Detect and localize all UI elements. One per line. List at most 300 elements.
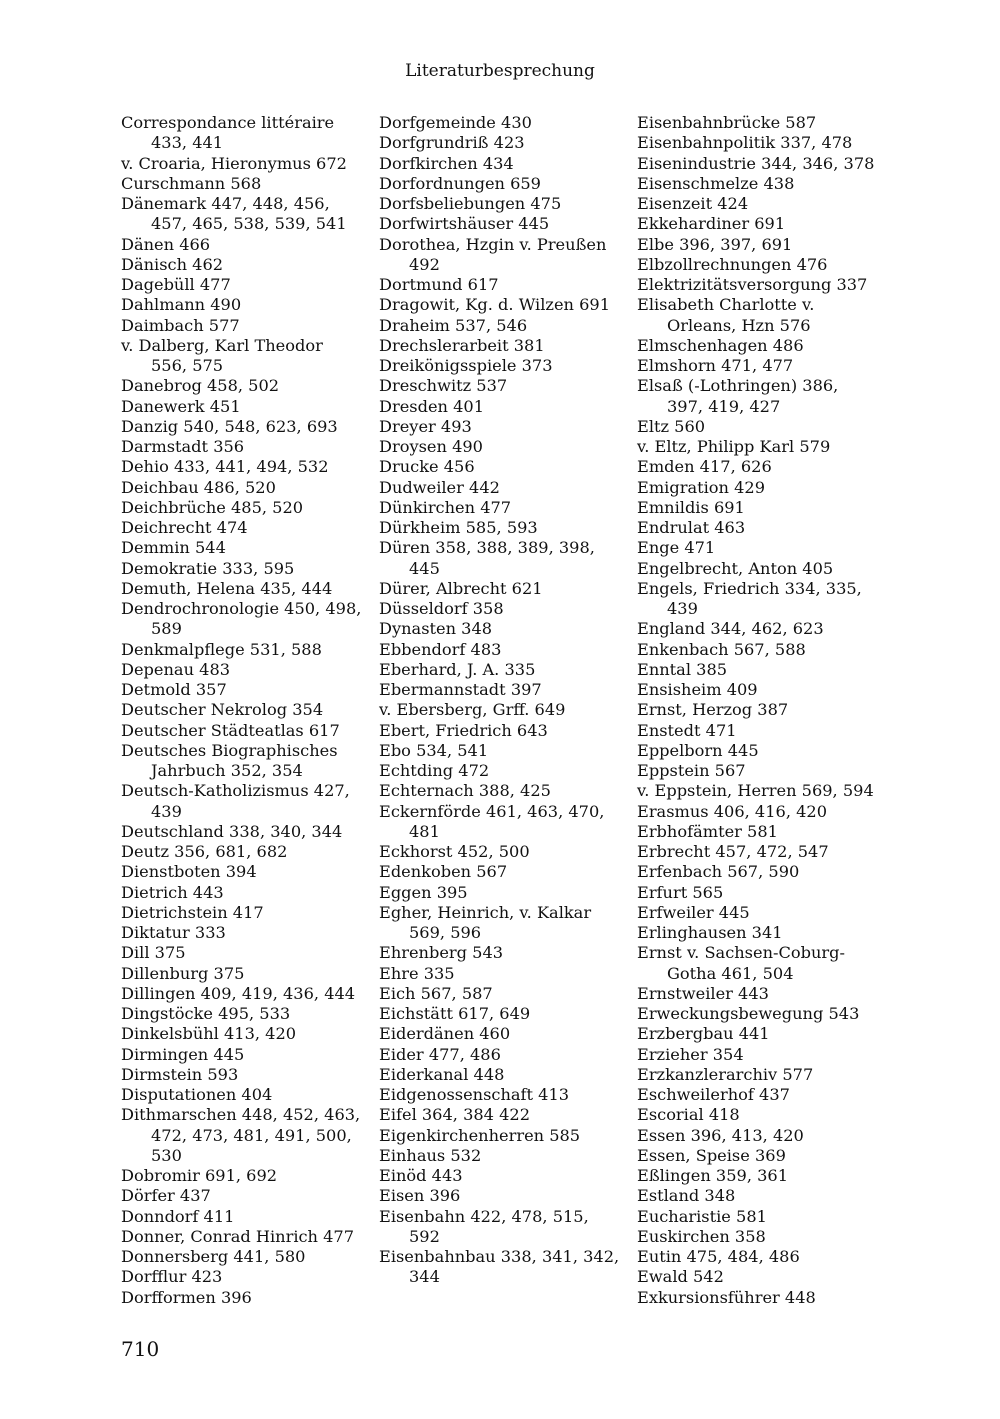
index-entry xyxy=(637,984,887,1004)
index-entry-text: Erfenbach 567, 590 xyxy=(637,862,800,882)
index-entry xyxy=(379,336,629,356)
index-entry-text: Dänen 466 xyxy=(121,234,211,254)
index-entry-text: Dehio 433, 441, 494, 532 xyxy=(121,457,329,477)
index-entry xyxy=(121,154,371,174)
index-entry-text: Eßlingen 359, 361 xyxy=(637,1166,789,1185)
index-entry xyxy=(121,781,371,822)
index-entry-text: Demokratie 333, 595 xyxy=(121,558,295,578)
index-entry xyxy=(379,295,629,315)
index-entry xyxy=(379,356,629,376)
index-entry xyxy=(121,1004,371,1024)
index-entry-text: Danzig 540, 548, 623, 693 xyxy=(121,416,338,436)
index-entry-text: Eich 567, 587 xyxy=(379,983,493,1003)
index-entry xyxy=(637,295,887,336)
index-entry-text: Eifel 364, 384 422 xyxy=(379,1105,531,1125)
index-entry-text: Dinkelsbühl 413, 420 xyxy=(121,1024,297,1044)
index-column-2 xyxy=(379,113,629,1288)
index-entry-text: Dorothea, Hzgin v. Preußen xyxy=(379,234,607,254)
index-entry-text: Deichbrüche 485, 520 xyxy=(121,497,304,517)
index-entry xyxy=(121,397,371,417)
index-entry-text: Erfurt 565 xyxy=(637,882,724,902)
index-entry-text: Detmold 357 xyxy=(121,680,227,699)
index-entry-text: Eutin 475, 484, 486 xyxy=(637,1247,800,1266)
index-entry-continuation: 344 xyxy=(409,1267,440,1287)
index-entry-text: Elsaß (-Lothringen) 386, xyxy=(637,376,839,396)
index-entry-text: Dreyer 493 xyxy=(379,416,472,436)
index-entry xyxy=(121,1105,371,1166)
index-entry xyxy=(637,113,887,133)
index-entry xyxy=(379,1166,629,1186)
index-entry xyxy=(379,761,629,781)
index-entry xyxy=(637,883,887,903)
index-column-3 xyxy=(637,113,887,1308)
index-entry xyxy=(379,660,629,680)
index-entry-text: Dürkheim 585, 593 xyxy=(379,518,538,537)
index-entry xyxy=(379,437,629,457)
index-entry xyxy=(637,559,887,579)
index-entry xyxy=(637,640,887,660)
index-entry xyxy=(379,1207,629,1248)
index-entry xyxy=(637,235,887,255)
index-entry xyxy=(637,1045,887,1065)
index-entry-text: v. Ebersberg, Grff. 649 xyxy=(379,700,566,720)
index-entry xyxy=(379,275,629,295)
index-entry xyxy=(121,1045,371,1065)
index-entry xyxy=(379,498,629,518)
index-entry xyxy=(637,1085,887,1105)
index-entry xyxy=(637,376,887,417)
index-entry xyxy=(121,640,371,660)
index-entry-text: Eisenbahnbau 338, 341, 342, xyxy=(379,1247,620,1266)
index-entry xyxy=(637,761,887,781)
index-entry xyxy=(637,721,887,741)
index-entry xyxy=(121,1267,371,1287)
index-entry-text: Euskirchen 358 xyxy=(637,1226,766,1246)
index-entry-text: Endrulat 463 xyxy=(637,518,746,537)
index-entry xyxy=(121,538,371,558)
index-entry xyxy=(637,1186,887,1206)
index-entry-text: Dänemark 447, 448, 456, xyxy=(121,194,330,213)
index-entry-text: Elmshorn 471, 477 xyxy=(637,356,794,375)
index-entry xyxy=(379,1146,629,1166)
index-entry xyxy=(121,1186,371,1206)
index-entry xyxy=(379,1004,629,1024)
index-entry xyxy=(121,113,371,154)
index-entry-text: Dürer, Albrecht 621 xyxy=(379,578,543,598)
index-entry-text: Dahlmann 490 xyxy=(121,295,242,315)
index-entry-text: Dorfgemeinde 430 xyxy=(379,113,532,132)
index-entry xyxy=(637,822,887,842)
index-entry-text: Erweckungsbewegung 543 xyxy=(637,1004,860,1023)
index-entry xyxy=(379,721,629,741)
index-entry-continuation: 439 xyxy=(151,801,182,821)
index-entry xyxy=(379,781,629,801)
page-header xyxy=(0,61,1000,81)
index-entry-text: Enkenbach 567, 588 xyxy=(637,639,806,659)
index-entry xyxy=(379,478,629,498)
index-entry-text: Eisenbahnpolitik 337, 478 xyxy=(637,133,853,153)
index-entry-text: Dänisch 462 xyxy=(121,254,224,274)
index-entry-text: Draheim 537, 546 xyxy=(379,315,528,335)
index-entry xyxy=(121,721,371,741)
index-entry xyxy=(121,943,371,963)
index-entry-text: Drechslerarbeit 381 xyxy=(379,335,545,355)
page-number: 710 xyxy=(121,1337,160,1361)
index-entry-text: Exkursionsführer 448 xyxy=(637,1287,816,1307)
index-entry xyxy=(637,255,887,275)
index-entry-text: Danebrog 458, 502 xyxy=(121,376,280,396)
index-entry xyxy=(637,700,887,720)
index-entry xyxy=(379,214,629,234)
index-entry-text: Eisenbahnbrücke 587 xyxy=(637,113,817,132)
index-entry-text: Erbhofämter 581 xyxy=(637,821,778,841)
index-entry-text: Engelbrecht, Anton 405 xyxy=(637,558,834,578)
index-entry-text: Deutz 356, 681, 682 xyxy=(121,842,288,861)
index-entry-text: Dörfer 437 xyxy=(121,1186,211,1206)
index-entry-text: v. Croaria, Hieronymus 672 xyxy=(121,153,347,173)
index-entry xyxy=(379,1126,629,1146)
index-entry xyxy=(121,1065,371,1085)
index-entry-text: Eisenindustrie 344, 346, 378 xyxy=(637,153,875,173)
index-entry-text: Erzkanzlerarchiv 577 xyxy=(637,1064,814,1084)
index-entry-text: Einöd 443 xyxy=(379,1166,463,1185)
index-entry xyxy=(637,842,887,862)
index-entry xyxy=(379,518,629,538)
index-entry xyxy=(637,457,887,477)
index-entry xyxy=(379,680,629,700)
index-entry-text: Dirmingen 445 xyxy=(121,1044,245,1064)
index-entry-text: Correspondance littéraire xyxy=(121,113,335,132)
index-entry-text: Deutsch-Katholizismus 427, xyxy=(121,781,350,801)
index-entry-text: Dirmstein 593 xyxy=(121,1064,239,1084)
index-entry-text: Erfweiler 445 xyxy=(637,902,750,922)
index-entry-continuation: 569, 596 xyxy=(409,923,482,942)
index-entry-text: Eisenzeit 424 xyxy=(637,194,749,213)
index-entry-text: Echternach 388, 425 xyxy=(379,781,551,801)
index-entry-text: Essen 396, 413, 420 xyxy=(637,1125,804,1145)
index-entry-text: Echtding 472 xyxy=(379,761,490,780)
index-entry-continuation: 556, 575 xyxy=(151,356,224,375)
index-entry-text: Denkmalpflege 531, 588 xyxy=(121,639,322,659)
index-entry-text: Dobromir 691, 692 xyxy=(121,1166,278,1185)
index-entry xyxy=(379,538,629,579)
index-entry-text: Donnersberg 441, 580 xyxy=(121,1247,306,1266)
index-entry-text: Emigration 429 xyxy=(637,477,765,497)
index-entry xyxy=(379,174,629,194)
index-entry xyxy=(637,1207,887,1227)
index-entry xyxy=(121,741,371,782)
index-entry xyxy=(637,579,887,620)
index-entry xyxy=(637,336,887,356)
index-entry-text: Elbe 396, 397, 691 xyxy=(637,234,793,254)
index-entry-text: Essen, Speise 369 xyxy=(637,1145,786,1165)
index-entry xyxy=(121,599,371,640)
index-entry-text: Ernst, Herzog 387 xyxy=(637,700,789,720)
index-entry-text: Erzieher 354 xyxy=(637,1044,744,1064)
index-entry xyxy=(379,133,629,153)
index-entry-text: Erlinghausen 341 xyxy=(637,923,783,942)
index-entry-text: Drucke 456 xyxy=(379,457,475,477)
index-entry-text: Dorfflur 423 xyxy=(121,1267,223,1287)
index-entry-text: England 344, 462, 623 xyxy=(637,619,824,639)
index-entry xyxy=(637,741,887,761)
index-entry-text: Dill 375 xyxy=(121,943,186,963)
index-entry-text: Dorfgrundriß 423 xyxy=(379,133,525,153)
index-entry-text: Erasmus 406, 416, 420 xyxy=(637,801,828,821)
index-entry-text: Eigenkirchenherren 585 xyxy=(379,1125,581,1145)
index-entry-text: Escorial 418 xyxy=(637,1105,740,1125)
index-entry-text: Depenau 483 xyxy=(121,659,231,679)
index-entry xyxy=(637,1247,887,1267)
index-entry-text: Darmstadt 356 xyxy=(121,437,245,456)
index-entry xyxy=(637,174,887,194)
index-entry-text: Estland 348 xyxy=(637,1186,736,1206)
index-entry-text: Deutsches Biographisches xyxy=(121,740,338,760)
index-entry-text: Dorfkirchen 434 xyxy=(379,153,514,173)
index-column-1 xyxy=(121,113,371,1308)
index-entry xyxy=(121,336,371,377)
index-entry-text: Dietrichstein 417 xyxy=(121,902,264,922)
index-entry-text: v. Dalberg, Karl Theodor xyxy=(121,335,323,355)
index-entry xyxy=(637,1227,887,1247)
index-entry-continuation: 492 xyxy=(409,254,440,274)
index-entry xyxy=(637,133,887,153)
index-entry xyxy=(121,174,371,194)
index-entry-text: Egher, Heinrich, v. Kalkar xyxy=(379,902,592,922)
index-entry xyxy=(379,376,629,396)
index-entry-text: Eggen 395 xyxy=(379,882,468,902)
index-entry xyxy=(121,235,371,255)
index-entry xyxy=(379,883,629,903)
index-entry-text: Erbrecht 457, 472, 547 xyxy=(637,842,829,861)
index-entry-text: Ensisheim 409 xyxy=(637,680,758,699)
index-entry xyxy=(379,397,629,417)
index-entry-text: Dortmund 617 xyxy=(379,275,499,294)
index-entry xyxy=(637,1126,887,1146)
index-entry xyxy=(379,842,629,862)
index-entry-text: Eiderdänen 460 xyxy=(379,1024,511,1044)
index-entry xyxy=(379,457,629,477)
index-entry xyxy=(637,903,887,923)
running-title: Literaturbesprechung xyxy=(405,61,595,81)
index-entry-text: Düren 358, 388, 389, 398, xyxy=(379,538,595,558)
index-entry xyxy=(637,1065,887,1085)
index-entry xyxy=(121,275,371,295)
index-entry-text: Elektrizitätsversorgung 337 xyxy=(637,275,868,294)
index-entry xyxy=(121,437,371,457)
index-entry-continuation: 481 xyxy=(409,821,440,841)
index-entry xyxy=(379,1024,629,1044)
index-entry xyxy=(637,417,887,437)
index-entry xyxy=(637,943,887,984)
index-entry-text: Dudweiler 442 xyxy=(379,477,500,497)
index-entry xyxy=(637,518,887,538)
index-entry-text: Eisenschmelze 438 xyxy=(637,173,795,193)
index-entry xyxy=(379,700,629,720)
index-entry-text: Dynasten 348 xyxy=(379,619,493,639)
index-entry-continuation: Gotha 461, 504 xyxy=(667,963,794,983)
index-entry xyxy=(121,478,371,498)
index-entry-text: Dingstöcke 495, 533 xyxy=(121,1004,291,1023)
index-entry-text: Düsseldorf 358 xyxy=(379,599,504,618)
index-entry-continuation: Orleans, Hzn 576 xyxy=(667,315,811,335)
index-entry xyxy=(637,781,887,801)
index-entry xyxy=(637,1267,887,1287)
index-entry-text: Eckernförde 461, 463, 470, xyxy=(379,801,605,821)
index-entry-text: Deichrecht 474 xyxy=(121,518,248,537)
index-entry xyxy=(637,356,887,376)
index-entry-text: Enntal 385 xyxy=(637,659,728,679)
index-entry xyxy=(637,538,887,558)
index-entry-text: Dorfsbeliebungen 475 xyxy=(379,194,562,213)
index-entry-text: Erzbergbau 441 xyxy=(637,1024,770,1044)
index-entry xyxy=(379,903,629,944)
index-entry-text: Eisenbahn 422, 478, 515, xyxy=(379,1206,589,1226)
index-entry-text: Dithmarschen 448, 452, 463, xyxy=(121,1105,361,1125)
index-entry xyxy=(637,498,887,518)
index-entry xyxy=(637,214,887,234)
index-entry xyxy=(379,640,629,660)
index-entry-text: Emden 417, 626 xyxy=(637,457,772,477)
index-entry-continuation: 397, 419, 427 xyxy=(667,396,781,416)
index-entry-text: Ebert, Friedrich 643 xyxy=(379,720,548,740)
index-entry xyxy=(379,316,629,336)
index-entry-text: Dorfformen 396 xyxy=(121,1287,252,1307)
index-entry-text: Disputationen 404 xyxy=(121,1085,273,1104)
index-entry xyxy=(121,255,371,275)
index-entry xyxy=(379,113,629,133)
index-entry-text: Dagebüll 477 xyxy=(121,275,231,294)
index-entry xyxy=(379,1186,629,1206)
index-entry-text: Elmschenhagen 486 xyxy=(637,335,804,355)
index-entry xyxy=(379,599,629,619)
index-entry xyxy=(121,680,371,700)
index-entry-text: Eschweilerhof 437 xyxy=(637,1085,790,1104)
index-entry-continuation: 445 xyxy=(409,558,440,578)
index-entry xyxy=(121,518,371,538)
index-entry-text: Dresden 401 xyxy=(379,396,485,416)
index-entry xyxy=(637,1166,887,1186)
index-entry xyxy=(637,275,887,295)
index-entry-text: Dillingen 409, 419, 436, 444 xyxy=(121,983,356,1003)
index-entry xyxy=(121,964,371,984)
index-entry xyxy=(121,883,371,903)
index-entry-text: Dorfordnungen 659 xyxy=(379,173,541,193)
index-entry xyxy=(379,194,629,214)
index-entry xyxy=(121,1288,371,1308)
index-entry xyxy=(121,457,371,477)
index-entry-text: Dienstboten 394 xyxy=(121,862,257,882)
index-entry-text: Dillenburg 375 xyxy=(121,963,245,983)
index-entry xyxy=(637,1288,887,1308)
index-entry xyxy=(637,194,887,214)
index-entry-text: Dietrich 443 xyxy=(121,882,224,902)
index-entry-text: Eisen 396 xyxy=(379,1186,461,1206)
index-entry xyxy=(637,1146,887,1166)
index-entry-continuation: 457, 465, 538, 539, 541 xyxy=(151,214,347,234)
index-entry-text: Curschmann 568 xyxy=(121,173,262,193)
index-entry-continuation: 439 xyxy=(667,599,698,618)
index-entry-text: Ewald 542 xyxy=(637,1267,724,1287)
index-entry xyxy=(379,235,629,276)
index-entry xyxy=(121,1227,371,1247)
index-entry xyxy=(121,903,371,923)
index-entry xyxy=(121,842,371,862)
index-entry-text: Edenkoben 567 xyxy=(379,862,508,882)
index-entry-text: Eidgenossenschaft 413 xyxy=(379,1085,570,1104)
index-entry-text: Ekkehardiner 691 xyxy=(637,214,786,234)
index-entry-text: Ernstweiler 443 xyxy=(637,983,769,1003)
index-entry xyxy=(637,1105,887,1125)
index-entry xyxy=(121,660,371,680)
index-entry xyxy=(637,923,887,943)
index-entry xyxy=(637,660,887,680)
index-entry-text: Eichstätt 617, 649 xyxy=(379,1004,531,1023)
index-entry-text: Deichbau 486, 520 xyxy=(121,477,276,497)
index-entry xyxy=(379,417,629,437)
index-entry xyxy=(637,680,887,700)
index-entry xyxy=(379,802,629,843)
index-entry xyxy=(121,295,371,315)
index-entry-continuation: 589 xyxy=(151,619,182,639)
index-entry xyxy=(121,822,371,842)
index-entry-text: Demmin 544 xyxy=(121,538,226,558)
index-entry-text: Deutschland 338, 340, 344 xyxy=(121,821,343,841)
index-entry xyxy=(637,1024,887,1044)
index-entry xyxy=(379,1045,629,1065)
index-entry-text: Eucharistie 581 xyxy=(637,1206,767,1226)
index-entry xyxy=(121,1085,371,1105)
index-entry-text: Elisabeth Charlotte v. xyxy=(637,295,815,315)
index-entry-text: Enge 471 xyxy=(637,538,716,558)
index-entry-text: Donner, Conrad Hinrich 477 xyxy=(121,1226,355,1246)
index-entry xyxy=(379,1247,629,1288)
index-entry-text: Dreikönigsspiele 373 xyxy=(379,356,553,375)
index-entry-text: Eckhorst 452, 500 xyxy=(379,842,530,861)
index-entry-continuation: 472, 473, 481, 491, 500, xyxy=(151,1125,352,1145)
index-entry xyxy=(121,1247,371,1267)
index-entry-text: Eberhard, J. A. 335 xyxy=(379,659,536,679)
index-entry xyxy=(379,862,629,882)
index-entry xyxy=(379,1065,629,1085)
index-entry xyxy=(121,376,371,396)
index-entry-continuation: 530 xyxy=(151,1145,182,1165)
index-entry-text: Deutscher Städteatlas 617 xyxy=(121,720,340,740)
index-entry xyxy=(121,923,371,943)
index-entry xyxy=(121,700,371,720)
index-entry-text: Ehre 335 xyxy=(379,963,455,983)
index-entry xyxy=(121,498,371,518)
index-entry-text: Elbzollrechnungen 476 xyxy=(637,254,828,274)
index-entry-text: Ebo 534, 541 xyxy=(379,740,489,760)
index-entry xyxy=(121,417,371,437)
index-entry xyxy=(637,478,887,498)
index-entry-text: Dorfwirtshäuser 445 xyxy=(379,214,550,234)
index-entry xyxy=(121,984,371,1004)
index-entry-text: Ebermannstadt 397 xyxy=(379,680,542,699)
index-entry-text: Ernst v. Sachsen-Coburg- xyxy=(637,943,845,963)
index-entry-continuation: 592 xyxy=(409,1226,440,1246)
index-entry xyxy=(379,619,629,639)
index-entry-text: Enstedt 471 xyxy=(637,720,737,740)
index-entry xyxy=(379,579,629,599)
index-entry xyxy=(121,579,371,599)
index-entry-text: v. Eltz, Philipp Karl 579 xyxy=(637,437,831,456)
index-entry xyxy=(121,1024,371,1044)
index-entry-continuation: 433, 441 xyxy=(151,133,224,153)
index-entry xyxy=(121,316,371,336)
index-entry xyxy=(637,862,887,882)
